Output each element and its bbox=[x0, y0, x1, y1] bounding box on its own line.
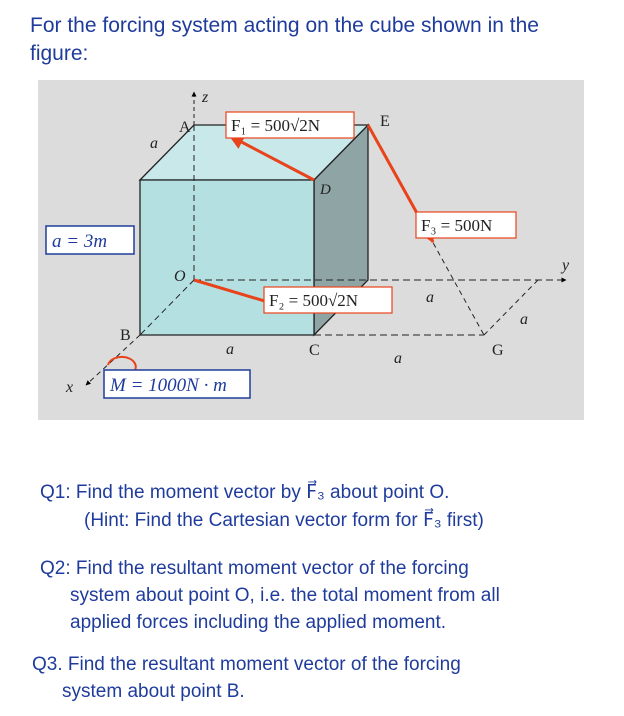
label-y-axis: y bbox=[562, 257, 570, 274]
label-c-point: C bbox=[309, 342, 320, 359]
dim-a-bottom: a bbox=[226, 341, 234, 358]
intro-text: For the forcing system acting on the cube shown in the figure: bbox=[30, 14, 539, 65]
label-o-point: O bbox=[174, 268, 186, 285]
f1-label: F₁ = 500√2N bbox=[231, 116, 321, 135]
cube-figure bbox=[38, 80, 584, 420]
label-g-point: G bbox=[492, 342, 504, 359]
f3-label: F₃ = 500N bbox=[421, 216, 493, 235]
q1-line2: (Hint: Find the Cartesian vector form for F⃗₃ first) bbox=[84, 510, 484, 531]
label-x-axis: x bbox=[66, 379, 74, 396]
q1-line1: Q1: Find the moment vector by F⃗₃ about point O. bbox=[40, 482, 450, 503]
moment-label: M = 1000N · m bbox=[110, 375, 227, 396]
q2-line2: system about point O, i.e. the total moment from all bbox=[70, 585, 500, 606]
dim-a-top: a bbox=[150, 135, 158, 152]
dim-a-base: a bbox=[394, 350, 402, 367]
label-a-point: A bbox=[179, 119, 191, 136]
q3-line1: Q3. Find the resultant moment vector of the forcing bbox=[32, 654, 461, 675]
label-z-axis: z bbox=[202, 89, 209, 106]
dim-a-mid: a bbox=[426, 289, 434, 306]
f2-label: F₂ = 500√2N bbox=[269, 291, 359, 310]
label-e-point: E bbox=[380, 113, 390, 130]
dim-a-right: a bbox=[520, 311, 528, 328]
q3-line2: system about point B. bbox=[62, 681, 245, 702]
a-value-label: a = 3m bbox=[52, 231, 108, 252]
q2-line1: Q2: Find the resultant moment vector of the forcing bbox=[40, 558, 469, 579]
label-b-point: B bbox=[120, 327, 131, 344]
label-d-point: D bbox=[320, 182, 331, 198]
q2-line3: applied forces including the applied moment. bbox=[70, 612, 447, 633]
